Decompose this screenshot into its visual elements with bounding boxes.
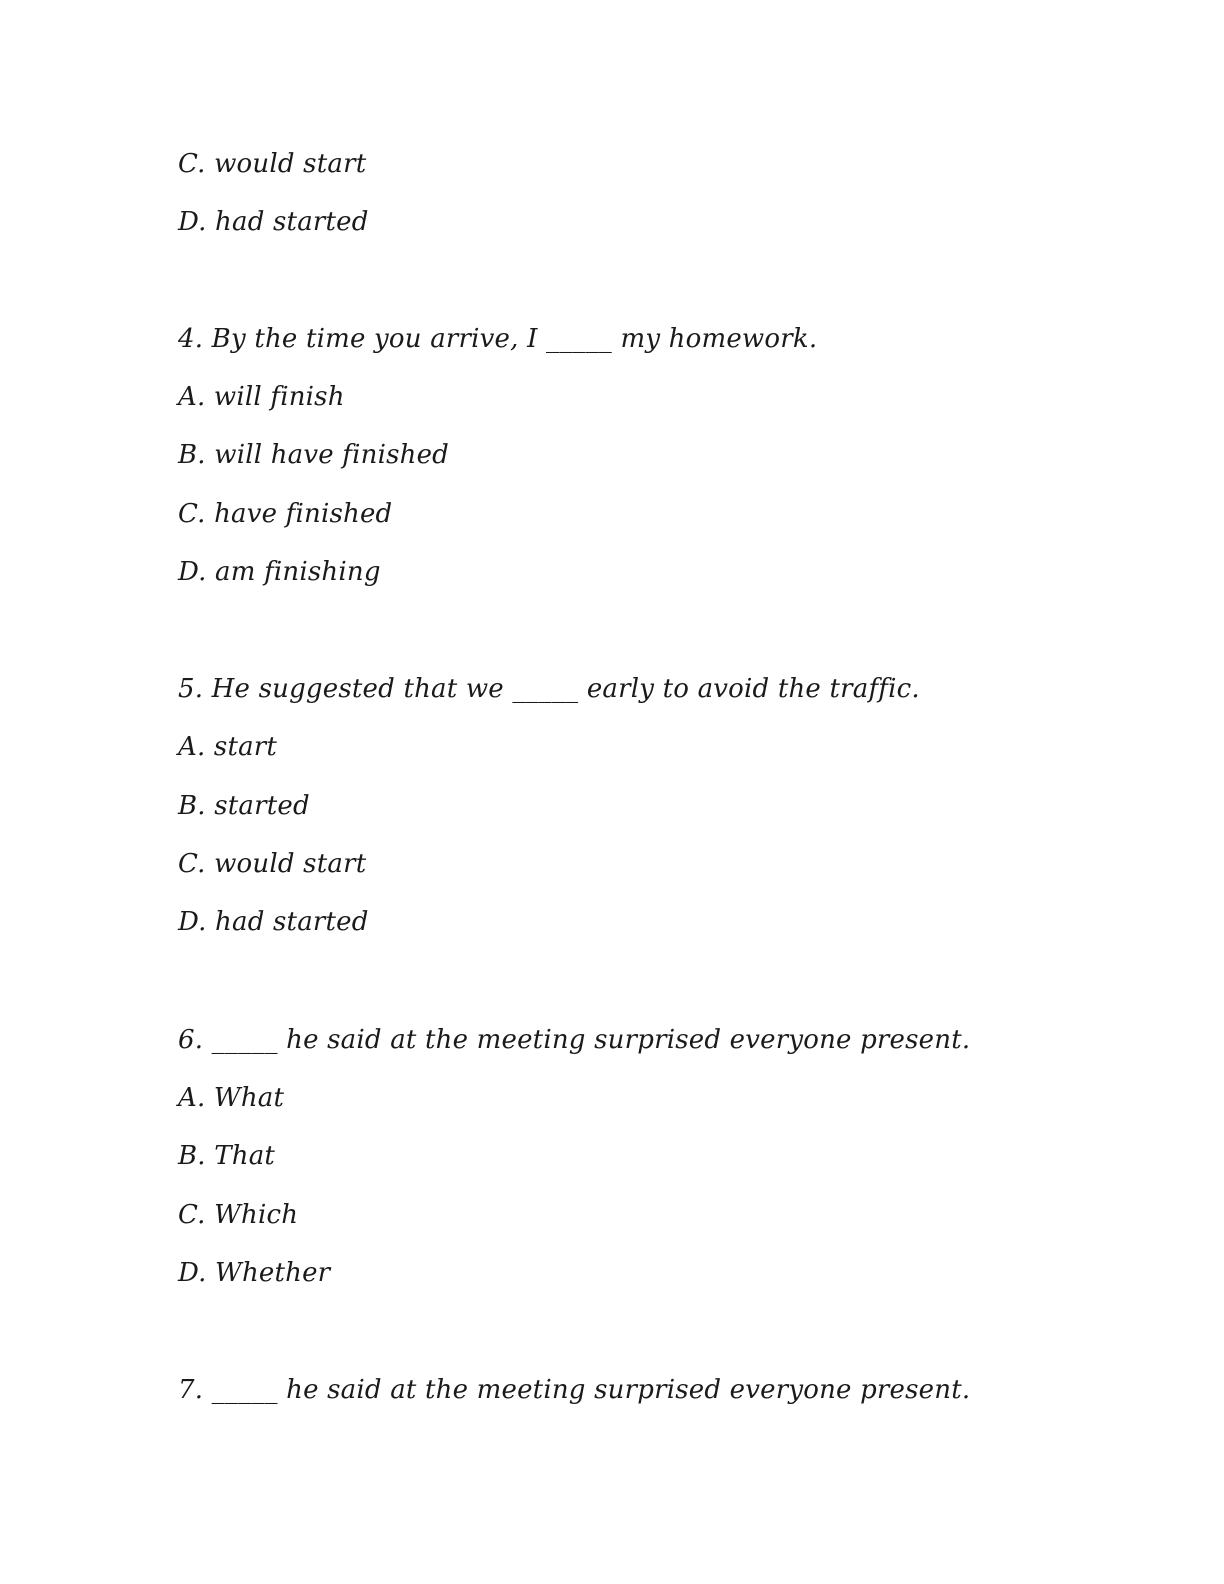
option-d: D. had started	[178, 207, 369, 237]
question-6-option-b: B. That	[178, 1141, 276, 1171]
question-4-stem: 4. By the time you arrive, I _____ my homework.	[178, 324, 818, 354]
question-4-option-d: D. am finishing	[178, 557, 381, 587]
question-5-option-c: C. would start	[178, 849, 367, 879]
question-6-option-c: C. Which	[178, 1200, 299, 1230]
option-c: C. would start	[178, 149, 367, 179]
question-4-option-a: A. will finish	[178, 382, 345, 412]
question-6-option-a: A. What	[178, 1083, 285, 1113]
question-4-option-c: C. have finished	[178, 499, 393, 529]
question-6-option-d: D. Whether	[178, 1258, 331, 1288]
question-5-option-b: B. started	[178, 791, 310, 821]
question-4-option-b: B. will have finished	[178, 440, 450, 470]
question-5-option-a: A. start	[178, 732, 278, 762]
question-5-stem: 5. He suggested that we _____ early to avoid the traffic.	[178, 674, 920, 704]
question-5-option-d: D. had started	[178, 907, 369, 937]
question-6-stem: 6. _____ he said at the meeting surprised everyone present.	[178, 1025, 971, 1055]
question-7-stem: 7. _____ he said at the meeting surprised everyone present.	[178, 1375, 971, 1405]
